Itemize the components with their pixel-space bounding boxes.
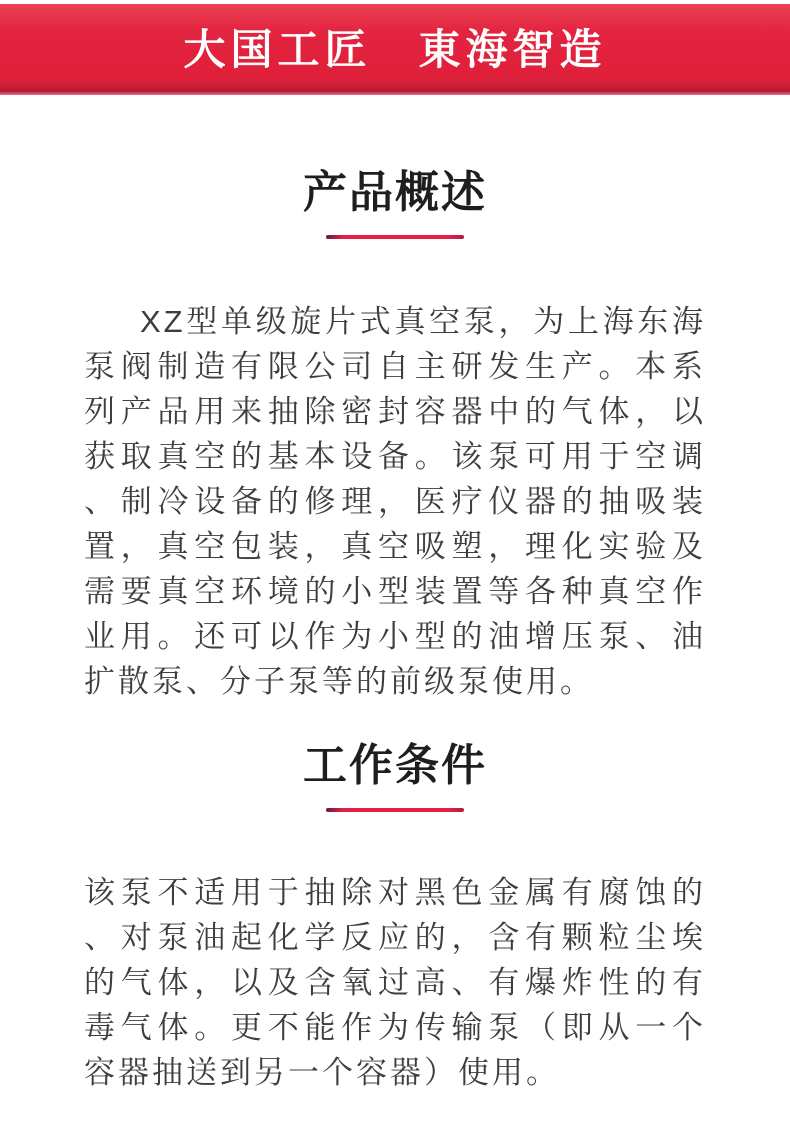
paragraph-line: 容器抽送到另一个容器）使用。 [84,1055,560,1090]
paragraph-line: 、对泵油起化学反应的，含有颗粒尘埃 [84,920,706,955]
paragraph-line: 需要真空环境的小型装置等各种真空作 [84,574,706,609]
product-overview-paragraph [84,299,706,704]
paragraph-line: 的气体，以及含氧过高、有爆炸性的有 [84,965,706,1000]
paragraph-line: 毒气体。更不能作为传输泵（即从一个 [84,1010,706,1045]
paragraph-line: 扩散泵、分子泵等的前级泵使用。 [84,664,594,699]
paragraph-line: 业用。还可以作为小型的油增压泵、油 [84,619,706,654]
top-banner [0,4,790,95]
banner-title: 大国工匠 東海智造 [183,25,607,73]
section-heading-working-conditions: 工作条件 [303,741,487,790]
paragraph-line: 、制冷设备的修理，医疗仪器的抽吸装 [84,484,706,519]
working-conditions-paragraph [84,870,706,1095]
paragraph-line: 获取真空的基本设备。该泵可用于空调 [84,439,706,474]
heading-underline [326,808,464,812]
paragraph-line: XZ型单级旋片式真空泵，为上海东海 [140,304,706,339]
paragraph-line: 泵阀制造有限公司自主研发生产。本系 [84,349,706,384]
paragraph-line: 该泵不适用于抽除对黑色金属有腐蚀的 [84,875,706,910]
paragraph-line: 列产品用来抽除密封容器中的气体，以 [84,394,706,429]
section-working-conditions [0,740,790,1095]
section-heading-product-overview: 产品概述 [303,168,487,217]
paragraph-line: 置，真空包装，真空吸塑，理化实验及 [84,529,706,564]
heading-underline [326,235,464,239]
section-product-overview [0,167,790,704]
